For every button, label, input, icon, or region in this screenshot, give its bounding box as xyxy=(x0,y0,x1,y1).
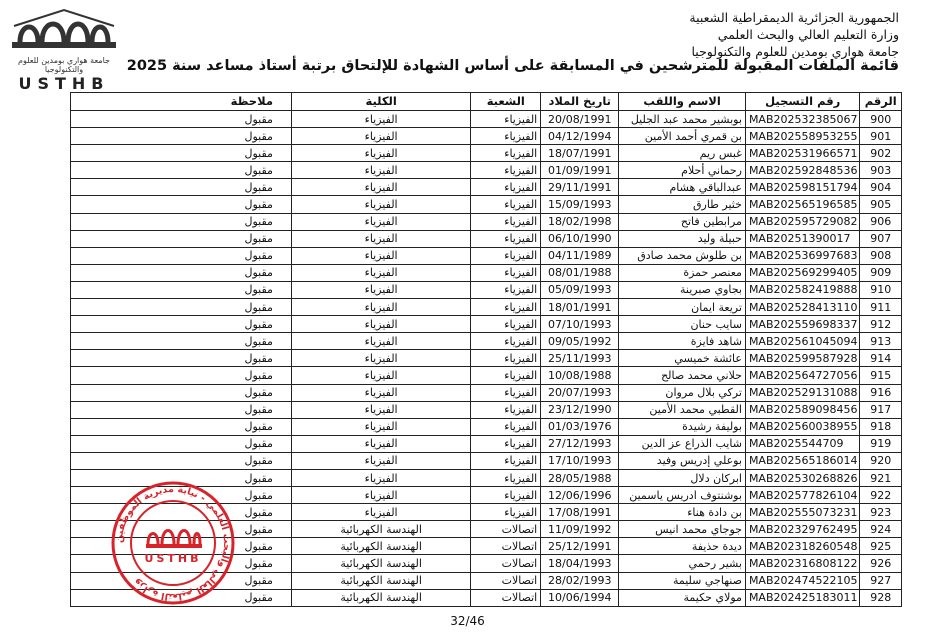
cell-faculty: الفيزياء xyxy=(291,299,470,316)
cell-spec: الفيزياء xyxy=(471,367,541,384)
cell-name: مولاي حكيمة xyxy=(619,589,746,606)
cell-name: بجاوي صبرينة xyxy=(619,281,746,298)
cell-reg: MAB202529131088 xyxy=(745,384,860,401)
cell-faculty: الفيزياء xyxy=(291,435,470,452)
cell-date: 09/05/1992 xyxy=(541,333,619,350)
cell-date: 12/06/1996 xyxy=(541,487,619,504)
cell-name: تركي بلال مروان xyxy=(619,384,746,401)
cell-spec: الفيزياء xyxy=(471,418,541,435)
cell-num: 906 xyxy=(860,213,902,230)
cell-spec: الفيزياء xyxy=(471,162,541,179)
cell-date: 25/12/1991 xyxy=(541,538,619,555)
cell-date: 04/12/1994 xyxy=(541,128,619,145)
cell-note: مقبول xyxy=(71,487,292,504)
table-row xyxy=(71,333,902,350)
cell-faculty: الفيزياء xyxy=(291,469,470,486)
cell-spec: اتصالات xyxy=(471,538,541,555)
cell-note: مقبول xyxy=(71,247,292,264)
cell-faculty: الفيزياء xyxy=(291,230,470,247)
cell-name: سايب حنان xyxy=(619,316,746,333)
cell-spec: الفيزياء xyxy=(471,213,541,230)
cell-date: 18/02/1998 xyxy=(541,213,619,230)
cell-reg: MAB202555073231 xyxy=(745,504,860,521)
cell-reg: MAB202595729082 xyxy=(745,213,860,230)
cell-note: مقبول xyxy=(71,589,292,606)
table-row xyxy=(71,435,902,452)
cell-date: 08/01/1988 xyxy=(541,264,619,281)
cell-reg: MAB202598151794 xyxy=(745,179,860,196)
cell-date: 05/09/1993 xyxy=(541,281,619,298)
table-row xyxy=(71,145,902,162)
cell-note: مقبول xyxy=(71,281,292,298)
cell-num: 923 xyxy=(860,504,902,521)
cell-faculty: الفيزياء xyxy=(291,384,470,401)
table-row xyxy=(71,350,902,367)
table-row xyxy=(71,230,902,247)
cell-name: شايب الذراع عز الدين xyxy=(619,435,746,452)
col-header-date: تاريخ الملاد xyxy=(541,93,619,111)
cell-note: مقبول xyxy=(71,162,292,179)
cell-reg: MAB202564727056 xyxy=(745,367,860,384)
table-row xyxy=(71,418,902,435)
cell-spec: الفيزياء xyxy=(471,350,541,367)
cell-name: القطبي محمد الأمين xyxy=(619,401,746,418)
cell-name: حبيلة وليد xyxy=(619,230,746,247)
cell-reg: MAB202425183011 xyxy=(745,589,860,606)
cell-reg: MAB202565196585 xyxy=(745,196,860,213)
cell-spec: الفيزياء xyxy=(471,316,541,333)
cell-date: 27/12/1993 xyxy=(541,435,619,452)
cell-name: بوليفة رشيدة xyxy=(619,418,746,435)
cell-note: مقبول xyxy=(71,196,292,213)
cell-reg: MAB202528413110 xyxy=(745,299,860,316)
cell-spec: الفيزياء xyxy=(471,452,541,469)
cell-reg: MAB202599587928 xyxy=(745,350,860,367)
cell-note: مقبول xyxy=(71,128,292,145)
cell-name: عبدالباقي هشام xyxy=(619,179,746,196)
cell-num: 918 xyxy=(860,418,902,435)
cell-name: بوشنتوف ادريس ياسمين xyxy=(619,487,746,504)
table-header-row xyxy=(71,93,902,111)
cell-date: 01/03/1976 xyxy=(541,418,619,435)
header-ministry: وزارة التعليم العالي والبحث العلمي xyxy=(717,27,899,42)
cell-note: مقبول xyxy=(71,521,292,538)
cell-faculty: الفيزياء xyxy=(291,247,470,264)
cell-date: 10/08/1988 xyxy=(541,367,619,384)
cell-num: 911 xyxy=(860,299,902,316)
cell-faculty: الفيزياء xyxy=(291,128,470,145)
cell-num: 925 xyxy=(860,538,902,555)
table-row xyxy=(71,128,902,145)
cell-note: مقبول xyxy=(71,179,292,196)
cell-faculty: الهندسة الكهربائية xyxy=(291,538,470,555)
table-row xyxy=(71,162,902,179)
cell-spec: اتصالات xyxy=(471,589,541,606)
cell-date: 07/10/1993 xyxy=(541,316,619,333)
document-title: قائمة الملفات المقبولة للمترشحين في المسابقة على أساس الشهادة للإلتحاق برتبة أستاذ مساعد سنة 2025 xyxy=(126,58,899,74)
cell-name: ديدة حذيفة xyxy=(619,538,746,555)
cell-note: مقبول xyxy=(71,418,292,435)
cell-faculty: الفيزياء xyxy=(291,264,470,281)
cell-spec: الفيزياء xyxy=(471,487,541,504)
cell-reg: MAB202318260548 xyxy=(745,538,860,555)
cell-date: 20/07/1993 xyxy=(541,384,619,401)
cell-faculty: الفيزياء xyxy=(291,401,470,418)
cell-reg: MAB202316808122 xyxy=(745,555,860,572)
cell-num: 910 xyxy=(860,281,902,298)
cell-note: مقبول xyxy=(71,469,292,486)
cell-spec: الفيزياء xyxy=(471,401,541,418)
cell-name: بن طلوش محمد صادق xyxy=(619,247,746,264)
cell-reg: MAB202560038955 xyxy=(745,418,860,435)
cell-date: 17/08/1991 xyxy=(541,504,619,521)
cell-num: 921 xyxy=(860,469,902,486)
cell-spec: اتصالات xyxy=(471,555,541,572)
cell-faculty: الفيزياء xyxy=(291,367,470,384)
stamp-acronym: USTHB xyxy=(144,552,202,565)
cell-spec: الفيزياء xyxy=(471,247,541,264)
cell-name: بوعلي إدريس وفيد xyxy=(619,452,746,469)
cell-note: مقبول xyxy=(71,538,292,555)
cell-note: مقبول xyxy=(71,213,292,230)
cell-faculty: الهندسة الكهربائية xyxy=(291,589,470,606)
cell-note: مقبول xyxy=(71,504,292,521)
cell-reg: MAB2025544709 xyxy=(745,435,860,452)
cell-note: مقبول xyxy=(71,264,292,281)
cell-date: 15/09/1993 xyxy=(541,196,619,213)
cell-spec: الفيزياء xyxy=(471,435,541,452)
cell-num: 920 xyxy=(860,452,902,469)
cell-date: 11/09/1992 xyxy=(541,521,619,538)
cell-reg: MAB20251390017 xyxy=(745,230,860,247)
cell-spec: الفيزياء xyxy=(471,230,541,247)
header-university: جامعة هواري بومدين للعلوم والتكنولوجيا xyxy=(691,44,899,59)
table-row xyxy=(71,111,902,128)
cell-name: ابركان دلال xyxy=(619,469,746,486)
cell-name: حلاني محمد صالح xyxy=(619,367,746,384)
cell-name: معنصر حمزة xyxy=(619,264,746,281)
cell-num: 905 xyxy=(860,196,902,213)
cell-note: مقبول xyxy=(71,367,292,384)
table-row xyxy=(71,179,902,196)
cell-num: 924 xyxy=(860,521,902,538)
cell-reg: MAB202329762495 xyxy=(745,521,860,538)
cell-note: مقبول xyxy=(71,555,292,572)
cell-faculty: الهندسة الكهربائية xyxy=(291,555,470,572)
cell-note: مقبول xyxy=(71,316,292,333)
cell-spec: الفيزياء xyxy=(471,299,541,316)
cell-reg: MAB202530268826 xyxy=(745,469,860,486)
cell-date: 28/02/1993 xyxy=(541,572,619,589)
cell-name: مرابطين فاتح xyxy=(619,213,746,230)
cell-num: 913 xyxy=(860,333,902,350)
cell-spec: الفيزياء xyxy=(471,504,541,521)
cell-num: 928 xyxy=(860,589,902,606)
cell-name: بن قمري أحمد الأمين xyxy=(619,128,746,145)
cell-reg: MAB202558953255 xyxy=(745,128,860,145)
university-building-icon xyxy=(8,6,120,52)
cell-date: 04/11/1989 xyxy=(541,247,619,264)
official-stamp xyxy=(108,478,238,608)
cell-date: 23/12/1990 xyxy=(541,401,619,418)
cell-reg: MAB202532385067 xyxy=(745,111,860,128)
col-header-name: الاسم واللقب xyxy=(619,93,746,111)
cell-num: 922 xyxy=(860,487,902,504)
cell-faculty: الفيزياء xyxy=(291,333,470,350)
cell-faculty: الفيزياء xyxy=(291,162,470,179)
table-row xyxy=(71,196,902,213)
cell-note: مقبول xyxy=(71,145,292,162)
cell-faculty: الهندسة الكهربائية xyxy=(291,521,470,538)
cell-note: مقبول xyxy=(71,111,292,128)
cell-faculty: الفيزياء xyxy=(291,179,470,196)
cell-note: مقبول xyxy=(71,350,292,367)
cell-reg: MAB202536997683 xyxy=(745,247,860,264)
cell-date: 29/11/1991 xyxy=(541,179,619,196)
header-republic: الجمهورية الجزائرية الديمقراطية الشعبية xyxy=(689,10,899,25)
cell-name: بشير رحمي xyxy=(619,555,746,572)
cell-reg: MAB202474522105 xyxy=(745,572,860,589)
cell-num: 912 xyxy=(860,316,902,333)
cell-faculty: الفيزياء xyxy=(291,213,470,230)
cell-num: 916 xyxy=(860,384,902,401)
cell-note: مقبول xyxy=(71,435,292,452)
cell-reg: MAB202589098456 xyxy=(745,401,860,418)
table-row xyxy=(71,213,902,230)
cell-date: 18/04/1993 xyxy=(541,555,619,572)
cell-num: 903 xyxy=(860,162,902,179)
table-row xyxy=(71,316,902,333)
cell-reg: MAB202561045094 xyxy=(745,333,860,350)
cell-num: 919 xyxy=(860,435,902,452)
cell-spec: اتصالات xyxy=(471,521,541,538)
cell-num: 900 xyxy=(860,111,902,128)
cell-name: شاهد فايزة xyxy=(619,333,746,350)
cell-faculty: الفيزياء xyxy=(291,145,470,162)
cell-faculty: الهندسة الكهربائية xyxy=(291,572,470,589)
cell-name: تريعة ايمان xyxy=(619,299,746,316)
cell-num: 904 xyxy=(860,179,902,196)
cell-faculty: الفيزياء xyxy=(291,316,470,333)
cell-name: بن دادة هناء xyxy=(619,504,746,521)
cell-name: خثير طارق xyxy=(619,196,746,213)
col-header-note: ملاحظة xyxy=(71,93,292,111)
cell-name: صنهاجي سليمة xyxy=(619,572,746,589)
cell-date: 10/06/1994 xyxy=(541,589,619,606)
table-row xyxy=(71,452,902,469)
cell-note: مقبول xyxy=(71,452,292,469)
university-logo xyxy=(8,6,120,93)
cell-date: 28/05/1988 xyxy=(541,469,619,486)
cell-spec: الفيزياء xyxy=(471,333,541,350)
cell-num: 914 xyxy=(860,350,902,367)
cell-spec: الفيزياء xyxy=(471,128,541,145)
cell-faculty: الفيزياء xyxy=(291,281,470,298)
cell-reg: MAB202565186014 xyxy=(745,452,860,469)
table-row xyxy=(71,281,902,298)
cell-date: 25/11/1993 xyxy=(541,350,619,367)
cell-reg: MAB202577826104 xyxy=(745,487,860,504)
cell-date: 20/08/1991 xyxy=(541,111,619,128)
cell-spec: الفيزياء xyxy=(471,264,541,281)
cell-reg: MAB202531966571 xyxy=(745,145,860,162)
cell-note: مقبول xyxy=(71,333,292,350)
cell-num: 909 xyxy=(860,264,902,281)
table-row xyxy=(71,384,902,401)
cell-date: 18/01/1991 xyxy=(541,299,619,316)
col-header-faculty: الكلية xyxy=(291,93,470,111)
table-row xyxy=(71,401,902,418)
cell-date: 06/10/1990 xyxy=(541,230,619,247)
cell-faculty: الفيزياء xyxy=(291,452,470,469)
cell-faculty: الفيزياء xyxy=(291,350,470,367)
cell-reg: MAB202569299405 xyxy=(745,264,860,281)
cell-reg: MAB202592848536 xyxy=(745,162,860,179)
cell-faculty: الفيزياء xyxy=(291,487,470,504)
cell-spec: الفيزياء xyxy=(471,111,541,128)
table-row xyxy=(71,264,902,281)
cell-name: غبس ريم xyxy=(619,145,746,162)
cell-reg: MAB202559698337 xyxy=(745,316,860,333)
cell-spec: الفيزياء xyxy=(471,281,541,298)
page-number: 32/46 xyxy=(450,614,485,628)
cell-num: 926 xyxy=(860,555,902,572)
cell-faculty: الفيزياء xyxy=(291,196,470,213)
cell-num: 907 xyxy=(860,230,902,247)
cell-note: مقبول xyxy=(71,299,292,316)
cell-name: جوجاي محمد انيس xyxy=(619,521,746,538)
table-row xyxy=(71,247,902,264)
cell-spec: الفيزياء xyxy=(471,145,541,162)
cell-num: 917 xyxy=(860,401,902,418)
cell-name: بوبشير محمد عبد الجليل xyxy=(619,111,746,128)
stamp-text: وزارة التعليم العالي والبحث العلمي - نيابة مديرية الموظفين xyxy=(113,483,233,603)
cell-date: 01/09/1991 xyxy=(541,162,619,179)
logo-acronym: USTHB xyxy=(18,74,110,93)
cell-num: 908 xyxy=(860,247,902,264)
cell-spec: الفيزياء xyxy=(471,469,541,486)
table-row xyxy=(71,299,902,316)
cell-name: عائشة خميسي xyxy=(619,350,746,367)
cell-faculty: الفيزياء xyxy=(291,418,470,435)
cell-num: 927 xyxy=(860,572,902,589)
cell-reg: MAB202582419888 xyxy=(745,281,860,298)
logo-university-name: جامعة هواري بومدين للعلوم والتكنولوجيا xyxy=(18,56,110,74)
document-header xyxy=(379,9,899,60)
col-header-num: الرقم xyxy=(860,93,902,111)
cell-spec: الفيزياء xyxy=(471,179,541,196)
cell-note: مقبول xyxy=(71,384,292,401)
table-row xyxy=(71,367,902,384)
cell-name: رحماني أحلام xyxy=(619,162,746,179)
cell-spec: الفيزياء xyxy=(471,196,541,213)
cell-note: مقبول xyxy=(71,572,292,589)
cell-faculty: الفيزياء xyxy=(291,504,470,521)
cell-note: مقبول xyxy=(71,401,292,418)
cell-num: 901 xyxy=(860,128,902,145)
cell-spec: الفيزياء xyxy=(471,384,541,401)
cell-spec: اتصالات xyxy=(471,572,541,589)
cell-note: مقبول xyxy=(71,230,292,247)
cell-faculty: الفيزياء xyxy=(291,111,470,128)
cell-date: 17/10/1993 xyxy=(541,452,619,469)
col-header-reg: رقم التسجيل xyxy=(745,93,860,111)
cell-num: 902 xyxy=(860,145,902,162)
col-header-spec: الشعبة xyxy=(471,93,541,111)
cell-date: 18/07/1991 xyxy=(541,145,619,162)
cell-num: 915 xyxy=(860,367,902,384)
